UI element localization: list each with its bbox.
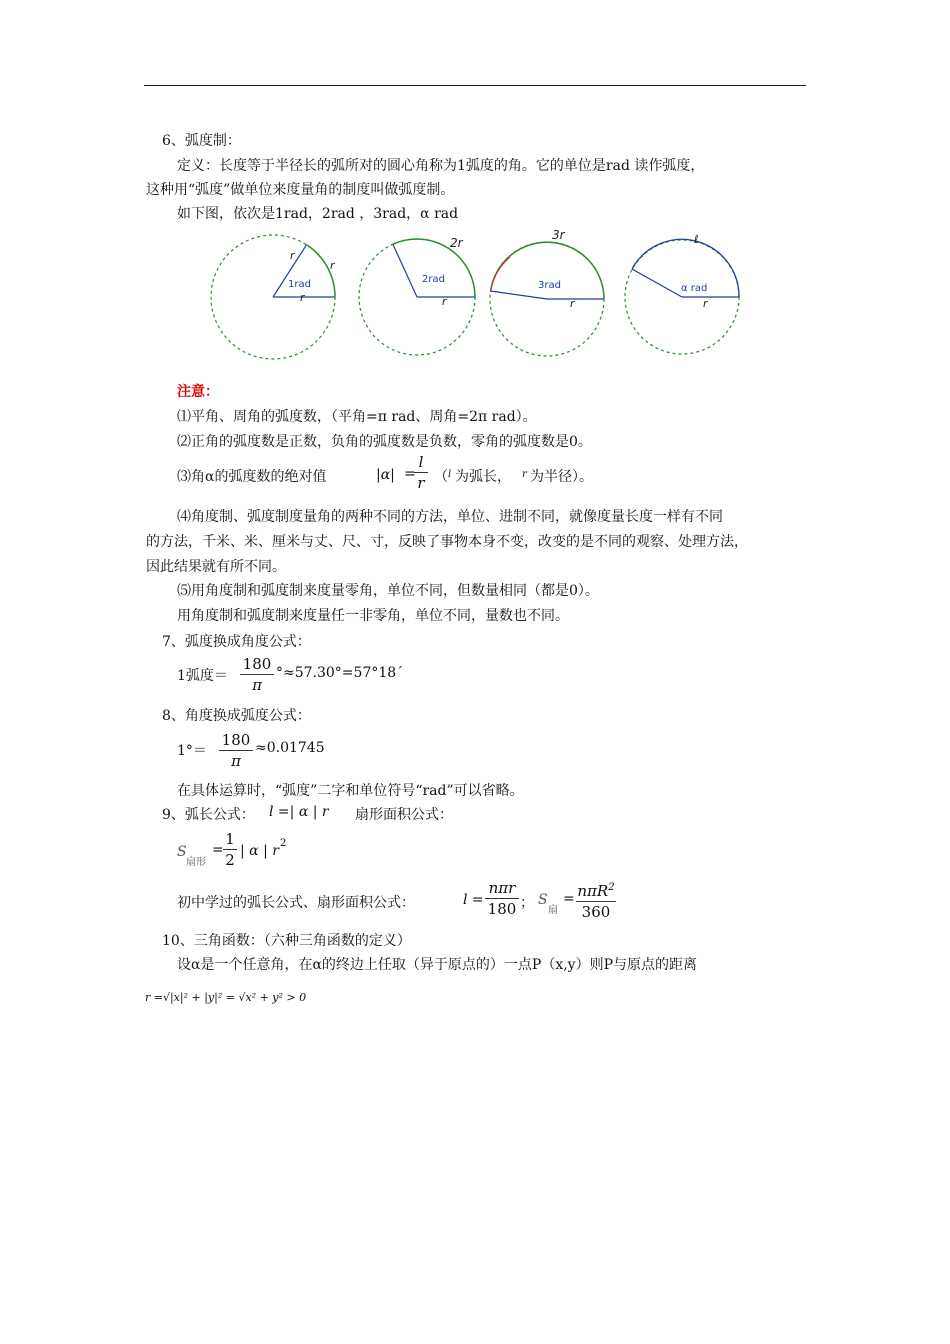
junior-area-fraction — [576, 879, 616, 921]
arc — [393, 239, 475, 297]
note-3-fraction — [414, 453, 428, 492]
junior-S: S — [538, 892, 548, 908]
arc-label: r — [330, 259, 335, 272]
radius-line — [632, 269, 682, 297]
s8-note: 在具体运算时，“弧度”二字和单位符号“rad”可以省略。 — [177, 783, 524, 799]
fraction-denominator: π — [231, 752, 241, 770]
radian-figure — [200, 225, 760, 365]
side-label: r — [290, 249, 295, 262]
half-fraction — [223, 830, 237, 869]
circle-alpha-rad — [625, 233, 739, 354]
area-S: S — [177, 844, 187, 860]
fraction-denominator: π — [252, 676, 262, 694]
area-eq: = — [212, 842, 224, 858]
fraction-bar — [485, 898, 519, 899]
fraction-bar — [240, 674, 274, 675]
junior-l-eq: l = — [463, 892, 484, 908]
sector-area-label: 扇形面积公式： — [355, 807, 453, 823]
note-3-r: r — [522, 469, 527, 480]
note-4-line-1: ⑷角度制、弧度制度量角的两种不同的方法，单位、进制不同，就像度量长度一样有不同 — [177, 509, 723, 525]
junior-arc-fraction — [485, 879, 519, 918]
fraction-denominator: 2 — [225, 851, 235, 869]
note-3-equals: = — [404, 466, 416, 482]
notes-title: 注意： — [177, 384, 219, 400]
note-1: ⑴平角、周角的弧度数，（平角=π rad、周角=2π rad）。 — [177, 409, 537, 425]
note-5: ⑸用角度制和弧度制来度量零角，单位不同，但数量相同（都是0）。 — [177, 583, 599, 599]
fraction-bar — [576, 901, 616, 902]
fraction-denominator: 360 — [581, 903, 611, 921]
arc-label: 2r — [450, 236, 463, 250]
note-4-line-3: 因此结果就有所不同。 — [146, 559, 286, 575]
note-4-line-2: 的方法，千米、米、厘米与丈、尺、寸，反映了事物本身不变，改变的是不同的观察、处理方法， — [146, 534, 748, 550]
area-sup: 2 — [280, 838, 287, 849]
fraction-numerator — [576, 879, 616, 900]
radius-label: r — [300, 291, 305, 304]
circle-2rad — [359, 236, 475, 355]
note-3-l-desc: 为弧长， — [455, 469, 511, 485]
fraction-bar — [219, 750, 253, 751]
area-numerator-sup: 2 — [608, 882, 615, 893]
fraction-numerator: 1 — [225, 830, 235, 848]
arc-label: ℓ — [694, 233, 699, 246]
figure-intro: 如下图，依次是1rad，2rad ，3rad，α rad — [177, 206, 459, 222]
note-3-r-desc: 为半径）。 — [530, 469, 593, 485]
section-8-heading: 8、角度换成弧度公式： — [162, 708, 311, 724]
note-3-l: l — [448, 469, 452, 480]
radius-label: r — [703, 297, 708, 310]
note-3-abs-alpha: |α| — [376, 467, 395, 483]
s8-fraction — [219, 731, 253, 770]
s8-lhs: 1°＝ — [177, 743, 207, 759]
definition-line-2: 这种用“弧度”做单位来度量角的制度叫做弧度制。 — [146, 182, 455, 198]
note-2: ⑵正角的弧度数是正数，负角的弧度数是负数，零角的弧度数是0。 — [177, 434, 592, 450]
junior-formulas-label: 初中学过的弧长公式、扇形面积公式： — [177, 895, 415, 911]
junior-semicolon: ； — [520, 895, 534, 911]
area-numerator-text: nπR — [577, 882, 609, 900]
section-6-heading: 6、弧度制： — [162, 133, 241, 149]
note-3-paren: （ — [434, 469, 448, 485]
arc-accent — [491, 257, 510, 291]
angle-label: 2rad — [422, 274, 445, 285]
arc-label: 3r — [552, 228, 565, 242]
radius-label: r — [442, 295, 447, 308]
definition-line-1: 定义：长度等于半径长的弧所对的圆心角称为1弧度的角。它的单位是rad 读作弧度， — [177, 158, 705, 174]
s7-fraction — [240, 655, 274, 694]
section-9-heading: 9、弧长公式： — [162, 807, 255, 823]
junior-S-sub: 扇 — [548, 905, 558, 916]
angle-label: α rad — [681, 283, 708, 294]
s10-line-1: 设α是一个任意角，在α的终边上任取（异于原点的）一点P（x,y）则P与原点的距离 — [177, 957, 698, 973]
radius-line — [491, 291, 547, 299]
fraction-denominator: r — [417, 474, 425, 492]
fraction-bar — [223, 849, 237, 850]
junior-S-eq: = — [563, 891, 575, 907]
radius-line — [393, 244, 417, 297]
circle-1rad — [211, 235, 336, 359]
fraction-denominator: 180 — [487, 900, 517, 918]
area-S-sub: 扇形 — [186, 857, 206, 868]
s7-lhs: 1弧度＝ — [177, 668, 228, 684]
note-5b: 用角度制和弧度制来度量任一非零角，单位不同，量数也不同。 — [177, 608, 569, 624]
fraction-numerator: 180 — [221, 731, 251, 749]
section-10-heading: 10、三角函数：（六种三角函数的定义） — [162, 933, 411, 949]
fraction-numerator: l — [418, 453, 424, 471]
circle-3rad — [490, 228, 604, 356]
header-rule — [144, 85, 806, 86]
radius-label: r — [570, 297, 575, 310]
s8-rest: ≈0.01745 — [255, 740, 325, 756]
fraction-numerator: 180 — [242, 655, 272, 673]
angle-label: 3rad — [538, 280, 561, 291]
note-3-prefix: ⑶角α的弧度数的绝对值 — [177, 469, 327, 485]
area-rest: | α | r — [240, 843, 279, 859]
s7-rest: °≈57.30°=57°18ˊ — [276, 665, 404, 681]
section-7-heading: 7、弧度换成角度公式： — [162, 634, 311, 650]
fraction-bar — [414, 472, 428, 473]
arc-length-formula: l =| α | r — [269, 804, 329, 820]
fraction-numerator: nπr — [488, 879, 516, 897]
angle-label: 1rad — [288, 279, 311, 290]
r-formula: r =√|x|² + |y|² = √x² + y² > 0 — [145, 991, 307, 1004]
